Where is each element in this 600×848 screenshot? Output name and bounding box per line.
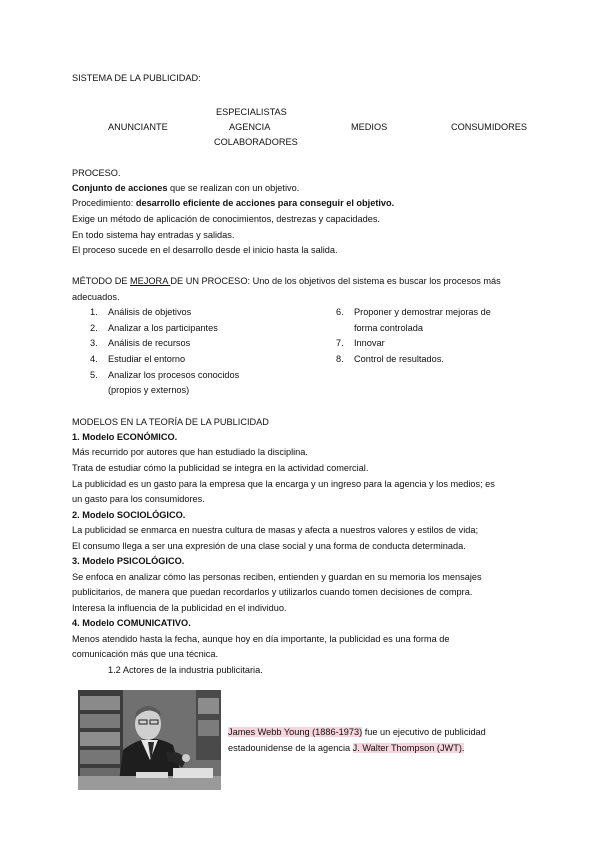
proceso-line-5: El proceso sucede en el desarrollo desde el inicio hasta la salida. [72,245,338,255]
modelo-2-line: El consumo llega a ser una expresión de una clase social y una forma de conducta determinada. [72,541,466,551]
diagram-anunciante: ANUNCIANTE [108,122,168,132]
modelo-3-line: Interesa la influencia de la publicidad en el individuo. [72,603,287,613]
list-item: 5. Analizar los procesos conocidos [90,370,240,380]
proceso-line-2: Procedimiento: desarrollo eficiente de acciones para conseguir el objetivo. [72,198,395,208]
modelo-1-line: Trata de estudiar cómo la publicidad se integra en la actividad comercial. [72,463,369,473]
proceso-line-3: Exige un método de aplicación de conocimientos, destrezas y capacidades. [72,214,380,224]
diagram-consumidores: CONSUMIDORES [451,122,528,132]
modelo-4-title: 4. Modelo COMUNICATIVO. [72,618,191,628]
diagram-agencia: AGENCIA [229,122,271,132]
modelo-2-line: La publicidad se enmarca en nuestra cultura de masas y afecta a nuestros valores y estilos de vida; [72,525,479,535]
proceso-line-4: En todo sistema hay entradas y salidas. [72,230,235,240]
list-item: 4. Estudiar el entorno [90,354,186,364]
list-item: 8. Control de resultados. [336,354,444,364]
list-item: 7. Innovar [336,338,385,348]
actores-heading: 1.2 Actores de la industria publicitaria. [108,665,263,675]
modelo-4-line: comunicación más que una técnica. [72,649,219,659]
proceso-heading: PROCESO. [72,168,121,178]
list-item: 2. Analizar a los participantes [90,323,218,333]
metodo-heading-cont: adecuados. [72,292,120,302]
portrait-photo [78,690,221,790]
modelos-heading: MODELOS EN LA TEORÍA DE LA PUBLICIDAD [72,417,269,427]
list-item-cont: (propios y externos) [108,385,190,395]
modelo-1-line: Más recurrido por autores que han estudiado la disciplina. [72,447,308,457]
modelo-1-line: un gasto para los consumidores. [72,494,205,504]
list-item: 6. Proponer y demostrar mejoras de [336,307,491,317]
modelo-3-line: Se enfoca en analizar cómo las personas reciben, entienden y guardan en su memoria los mensajes [72,572,482,582]
modelo-3-line: publicitarios, de manera que puedan recordarlos y utilizarlos cuando tomen decisiones de compra. [72,587,473,597]
photo-caption-line-2: estadounidense de la agencia J. Walter Thompson (JWT). [228,743,465,753]
photo-caption-line-1: James Webb Young (1886-1973) fue un ejecutivo de publicidad [228,727,486,737]
list-item-cont: forma controlada [354,323,423,333]
modelo-1-line: La publicidad es un gasto para la empresa que la encarga y un ingreso para la agencia y los medios; es [72,479,495,489]
diagram-especialistas: ESPECIALISTAS [216,107,287,117]
list-item: 1. Análisis de objetivos [90,307,192,317]
modelo-4-line: Menos atendido hasta la fecha, aunque hoy en día importante, la publicidad es una forma de [72,634,450,644]
modelo-3-title: 3. Modelo PSICOLÓGICO. [72,556,185,566]
modelo-1-title: 1. Modelo ECONÓMICO. [72,432,178,442]
diagram-colaboradores: COLABORADORES [214,137,298,147]
diagram-medios: MEDIOS [351,122,388,132]
page-title: SISTEMA DE LA PUBLICIDAD: [72,73,201,83]
proceso-line-1: Conjunto de acciones que se realizan con un objetivo. [72,183,300,193]
metodo-heading: MÉTODO DE MEJORA DE UN PROCESO: Uno de los objetivos del sistema es buscar los procesos más [72,276,501,286]
modelo-2-title: 2. Modelo SOCIOLÓGICO. [72,510,186,520]
list-item: 3. Análisis de recursos [90,338,191,348]
